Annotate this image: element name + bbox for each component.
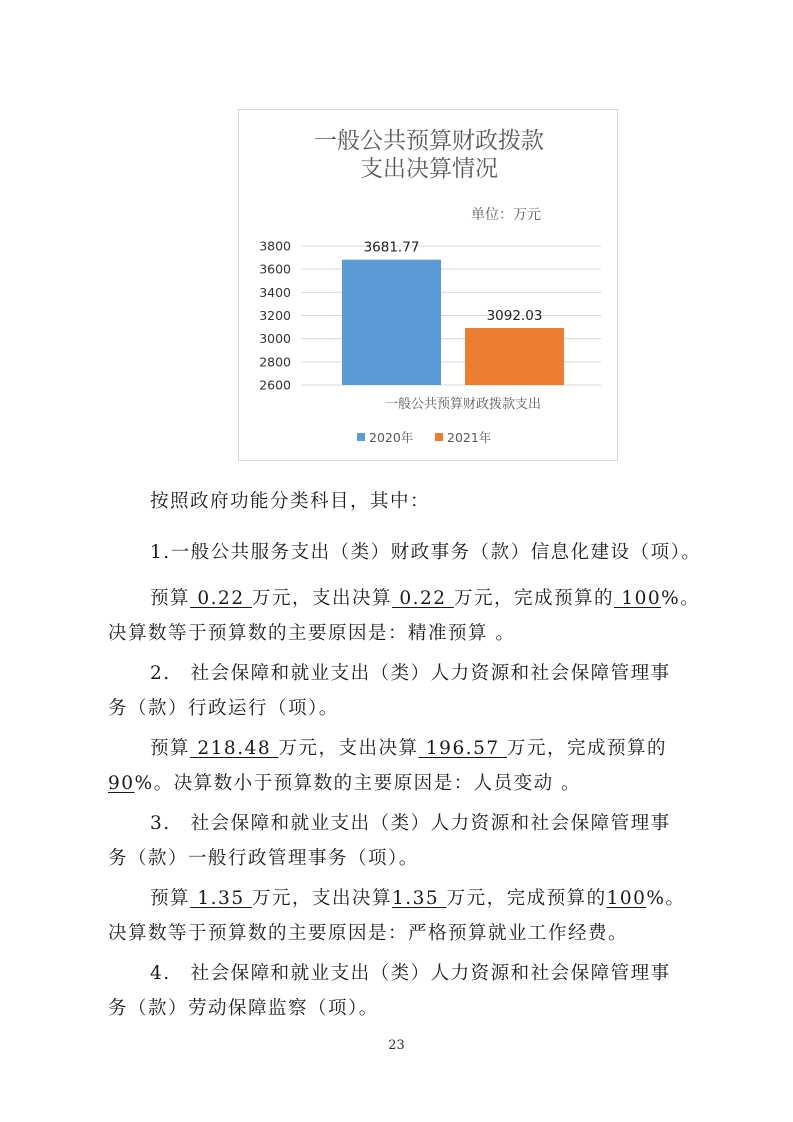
item1-budget-line	[150, 587, 700, 611]
item3-reason: 决算数等于预算数的主要原因是：严格预算就业工作经费。	[108, 923, 629, 944]
item1-actual-value: 0.22	[391, 588, 454, 609]
item2-budget-value: 218.48	[190, 738, 279, 759]
item1-mid2: 万元，完成预算的	[453, 588, 614, 609]
item2-budget-line	[150, 737, 667, 761]
item2-heading-line2: 务（款）行政运行（项）。	[108, 698, 339, 719]
chart-title-line-2: 支出决算情况	[360, 156, 498, 182]
item2-mid2: 万元，完成预算的	[507, 738, 668, 759]
item3-rate-suffix: %。	[646, 888, 686, 909]
bar-value-label: 3092.03	[486, 308, 543, 325]
expenditure-chart	[238, 109, 618, 461]
item2-heading-line1: 2. 社会保障和就业支出（类）人力资源和社会保障管理事	[150, 663, 671, 684]
bar-2021年	[465, 328, 564, 385]
y-tick-label: 3800	[259, 238, 291, 254]
item1-budget-value: 0.22	[190, 588, 252, 609]
legend-label: 2020年	[369, 430, 414, 445]
y-tick-label: 2800	[259, 354, 291, 370]
chart-category-label: 一般公共预算财政拨款支出	[384, 397, 542, 412]
item1-mid1: 万元，支出决算	[251, 588, 392, 609]
bar-2020年	[342, 260, 441, 385]
page-number: 23	[388, 1038, 405, 1053]
chart-title-line-1: 一般公共预算财政拨款	[314, 128, 544, 154]
legend-swatch	[357, 433, 365, 441]
item3-mid2: 万元，完成预算的	[446, 888, 607, 909]
intro-line: 按照政府功能分类科目，其中：	[150, 491, 431, 512]
item2-rate-line	[108, 772, 581, 796]
item2-budget-prefix: 预算	[150, 738, 191, 759]
y-tick-label: 3200	[259, 308, 291, 323]
y-tick-label: 3000	[259, 331, 291, 347]
y-tick-label: 2600	[259, 377, 291, 393]
item4-heading-line1: 4. 社会保障和就业支出（类）人力资源和社会保障管理事	[150, 963, 671, 984]
item3-rate-value: 100	[606, 888, 647, 909]
legend-label: 2021年	[447, 430, 492, 445]
y-tick-label: 3600	[259, 261, 291, 277]
legend-swatch	[435, 433, 443, 441]
item3-budget-line	[150, 887, 685, 911]
item2-reason: %。决算数小于预算数的主要原因是：人员变动 。	[134, 773, 582, 794]
chart-unit-label: 单位：万元	[471, 207, 541, 223]
item2-rate-value: 90	[108, 773, 135, 794]
item3-actual-value: 1.35	[391, 888, 447, 909]
item3-budget-value: 1.35	[190, 888, 252, 909]
item2-mid1: 万元，支出决算	[278, 738, 419, 759]
item1-rate-suffix: %。	[661, 588, 701, 609]
y-tick-label: 3400	[259, 284, 291, 300]
item1-heading: 1.一般公共服务支出（类）财政事务（款）信息化建设（项）。	[150, 542, 702, 563]
item3-budget-prefix: 预算	[150, 888, 191, 909]
item2-actual-value: 196.57	[418, 738, 508, 759]
item1-budget-prefix: 预算	[150, 588, 191, 609]
item3-heading-line2: 务（款）一般行政管理事务（项）。	[108, 848, 419, 869]
bar-value-label: 3681.77	[363, 239, 420, 256]
item3-mid1: 万元，支出决算	[251, 888, 392, 909]
item3-heading-line1: 3. 社会保障和就业支出（类）人力资源和社会保障管理事	[150, 813, 671, 834]
item1-reason: 决算数等于预算数的主要原因是：精准预算 。	[108, 623, 516, 644]
chart-svg	[239, 110, 619, 462]
item1-rate-value: 100	[613, 588, 662, 609]
item4-heading-line2: 务（款）劳动保障监察（项）。	[108, 998, 379, 1019]
